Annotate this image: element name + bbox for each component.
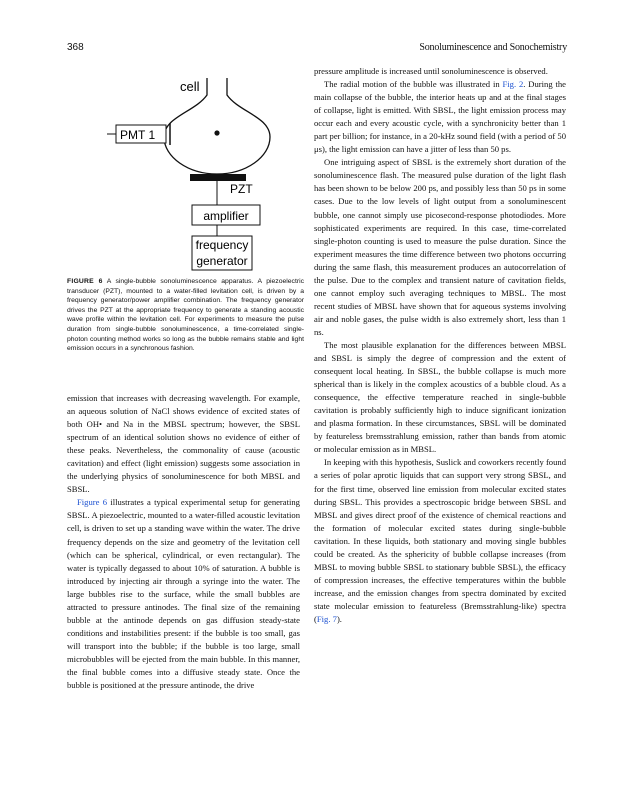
figure-6-link[interactable]: Figure 6 (77, 497, 108, 508)
bubble (214, 130, 219, 135)
paragraph: One intriguing aspect of SBSL is the extremely short duration of the sonoluminescence flash. The measured pulse duration of the light flash has been shown to be below 200 ps, and possibly less than 50 ps in some cases. Due to the low levels of light output from a sonoluminescent bubble, one cannot simply use picosecond-response photodiodes. More sophisticated experiments are required. In this case, time-correlated single-photon counting is used to measure the pulse duration. Since the experiment measures the time difference between two photons occurring during the same flash, this measurement produces an autocorrelation of the pulse. Due to the complex and transient nature of cavitation fields, one cannot employ such averaging techniques to MBSL. The most recent studies of MBSL have shown that for aqueous systems involving air and noble gases, the pulse width is also extremely short, less than 1 ns. (314, 157, 566, 337)
fig-7-link[interactable]: Fig. 7 (316, 613, 337, 624)
paragraph-text: . During the main collapse of the bubble, the interior heats up and at the final stages of collapse, light is emitted. With SBSL, the light emission process may occur each and every acoustic cycle, with a synchronicity better than 1 part per billion; for instance, in a 20-kHz sound field (with a period of 50 μs), the light emission can have a jitter of less than 50 ps. (314, 79, 566, 155)
pzt-transducer (190, 174, 246, 181)
figure-caption-label: FIGURE 6 (67, 278, 103, 285)
paragraph-text: The radial motion of the bubble was illustrated in (324, 79, 503, 90)
left-column (67, 392, 300, 692)
right-column (314, 65, 566, 626)
paragraph (67, 496, 300, 692)
generator-label: generator (196, 254, 248, 268)
paragraph: The most plausible explanation for the differences between MBSL and SBSL is simply the degree of compression and the extent of consequent local heating. In SBSL, the bubble collapse is much more spherical than is likely in the complex acoustics of a bubble cloud. As a consequence, the effective temperature reached in single-bubble cavitation is probably sufficiently high to induce significant ionization and plasma formation. In these circumstances, SBSL will be dominated by featureless bremsstrahlung emission, rather than bands from atomic or molecular emission as in MBSL. (314, 339, 566, 455)
running-title: Sonoluminescence and Sonochemistry (419, 42, 567, 53)
paragraph-text: ). (336, 613, 342, 624)
paragraph (314, 78, 566, 156)
paragraph (314, 456, 566, 626)
amplifier-label: amplifier (203, 209, 249, 223)
pzt-label: PZT (230, 182, 253, 196)
fig-2-link[interactable]: Fig. 2 (502, 79, 524, 90)
paragraph: emission that increases with decreasing wavelength. For example, an aqueous solution of NaCl shows evidence of excited states of both OH• and Na in the MBSL spectrum; however, the SBSL spectrum of an identical solution shows no evidence of either of these peaks. Nevertheless, the commonality of cause (acoustic cavitation) and effect (light emission) suggests some association in the underlying physics of sonoluminescence for both MBSL and SBSL. (67, 393, 300, 495)
paragraph-text: illustrates a typical experimental setup for generating SBSL. A piezoelectric, mounted to a water-filled acoustic levitation cell, is driven to set up a standing wave within the water. The drive frequency depends on the size and geometry of the levitation cell (which can be spherical, cylindrical, or even rectangular). The water is typically degassed to about 10% of saturation. A bubble is introduced by injecting air through a syringe into the water. The large bubbles rise to the surface, while the small bubbles are attracted to pressure antinodes. The final size of the remaining bubble at the antinode depends on gas diffusion steady-state conditions and instabilities present: if the bubble is too small, gas will transport into the bubble; if the bubble is too large, small microbubbles will be ejected from the main bubble. In this manner, the final bubble comes into a diffusive steady state. Once the bubble is positioned at the pressure antinode, the drive (67, 497, 300, 691)
pmt-label: PMT 1 (120, 128, 156, 142)
paragraph-text: In keeping with this hypothesis, Suslick and coworkers recently found a series of polar aprotic liquids that can support very strong SBSL, and for the first time, observed line emission from molecular excited states during SBSL. This provides a spectroscopic bridge between SBSL and MBSL and gives direct proof of the existence of chemical reactions and the formation of molecular excited states during single-bubble cavitation. In these liquids, both stationary and moving single bubbles could be created. As the sphericity of bubble collapse increases (from MBSL to moving bubble SBSL to stationary bubble SBSL), the efficacy of compression increases, the effective temperatures within the bubble increase, and the emission changes from spectra dominated by excited state molecular emission to featureless (Bremsstrahlung-like) spectra ( (314, 457, 566, 624)
figure-caption-text: A single-bubble sonoluminescence apparatus. A piezoelectric transducer (PZT), mounted to a water-filled levitation cell, is driven by a frequency generator/power amplifier combination. The frequency generator drives the PZT at the appropriate frequency to generate a standing acoustic wave profile within the levitation cell. For experiments to measure the pulse duration from single-bubble sonoluminescence, a time-correlated single-photon counting method works so long as the bubble remains stable and light emission occurs in a synchronous fashion. (67, 278, 305, 353)
figure-caption (67, 277, 304, 354)
page-number: 368 (67, 42, 84, 53)
paragraph: pressure amplitude is increased until sonoluminescence is observed. (314, 66, 548, 76)
cell-label: cell (180, 79, 200, 94)
frequency-label: frequency (195, 238, 249, 252)
